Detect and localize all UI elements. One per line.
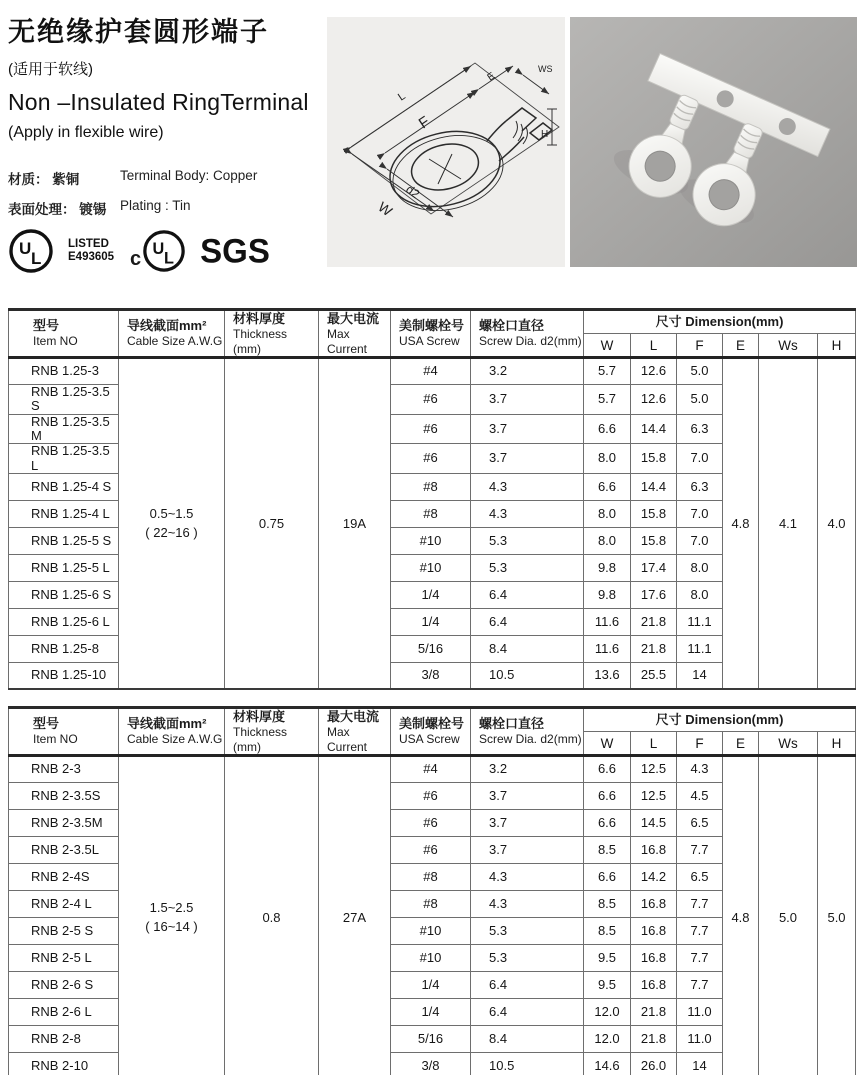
dim-label-w: W xyxy=(375,198,396,220)
dim-label-h: H xyxy=(541,129,549,140)
dim-l-cell: 25.5 xyxy=(631,662,677,689)
screw-dia-cell: 4.3 xyxy=(471,500,584,527)
dim-l-cell: 21.8 xyxy=(631,635,677,662)
item-no-cell: RNB 1.25-10 xyxy=(9,662,119,689)
usa-screw-cell: #8 xyxy=(391,864,471,891)
col-header-dim-ws: Ws xyxy=(759,334,818,358)
dim-l-cell: 12.5 xyxy=(631,756,677,783)
col-header-dim-l: L xyxy=(631,732,677,756)
dim-e-cell: 4.8 xyxy=(723,756,759,1075)
dim-f-cell: 11.1 xyxy=(677,635,723,662)
dim-f-cell: 7.7 xyxy=(677,891,723,918)
col-header-dim-h: H xyxy=(818,732,856,756)
dim-w-cell: 11.6 xyxy=(584,635,631,662)
dim-f-cell: 5.0 xyxy=(677,358,723,385)
item-no-cell: RNB 2-8 xyxy=(9,1026,119,1053)
screw-dia-cell: 10.5 xyxy=(471,662,584,689)
material-line xyxy=(8,168,323,188)
dim-l-cell: 16.8 xyxy=(631,837,677,864)
dim-w-cell: 12.0 xyxy=(584,999,631,1026)
usa-screw-cell: #10 xyxy=(391,945,471,972)
item-no-cell: RNB 1.25-5 S xyxy=(9,527,119,554)
dim-label-f: F xyxy=(415,113,433,133)
ul-logo-icon xyxy=(8,228,54,274)
ring-terminal-drawing xyxy=(327,17,565,267)
usa-screw-cell: #6 xyxy=(391,783,471,810)
page-subtitle-en: (Apply in flexible wire) xyxy=(8,124,164,141)
dim-f-cell: 8.0 xyxy=(677,581,723,608)
item-no-cell: RNB 1.25-3 xyxy=(9,358,119,385)
dim-l-cell: 12.6 xyxy=(631,385,677,415)
col-header-dim-f: F xyxy=(677,334,723,358)
table-row xyxy=(9,358,856,385)
usa-screw-cell: 3/8 xyxy=(391,1053,471,1075)
usa-screw-cell: 5/16 xyxy=(391,1026,471,1053)
dim-w-cell: 11.6 xyxy=(584,608,631,635)
screw-dia-cell: 3.7 xyxy=(471,385,584,415)
dim-f-cell: 5.0 xyxy=(677,385,723,415)
usa-screw-cell: #4 xyxy=(391,756,471,783)
usa-screw-cell: 1/4 xyxy=(391,608,471,635)
item-no-cell: RNB 2-10 xyxy=(9,1053,119,1075)
dim-e-cell: 4.8 xyxy=(723,358,759,690)
dim-l-cell: 21.8 xyxy=(631,1026,677,1053)
material-label-zh: 材质： 紫铜 xyxy=(8,172,80,187)
col-header-dim-e: E xyxy=(723,334,759,358)
dim-w-cell: 8.5 xyxy=(584,891,631,918)
cable-size-cell: 0.5~1.5 ( 22~16 ) xyxy=(119,358,225,690)
dim-l-cell: 16.8 xyxy=(631,891,677,918)
dim-f-cell: 11.0 xyxy=(677,999,723,1026)
usa-screw-cell: #4 xyxy=(391,358,471,385)
screw-dia-cell: 3.7 xyxy=(471,783,584,810)
dim-label-ws: WS xyxy=(538,64,553,74)
usa-screw-cell: 1/4 xyxy=(391,972,471,999)
dim-h-cell: 5.0 xyxy=(818,756,856,1075)
screw-dia-cell: 10.5 xyxy=(471,1053,584,1075)
dim-w-cell: 5.7 xyxy=(584,385,631,415)
dim-f-cell: 7.7 xyxy=(677,837,723,864)
item-no-cell: RNB 2-3 xyxy=(9,756,119,783)
svg-text:L: L xyxy=(164,249,175,268)
item-no-cell: RNB 1.25-5 L xyxy=(9,554,119,581)
col-header-usa-screw: 美制螺栓号 USA Screw xyxy=(391,310,471,358)
dim-w-cell: 8.5 xyxy=(584,837,631,864)
technical-drawing xyxy=(327,17,565,267)
screw-dia-cell: 6.4 xyxy=(471,608,584,635)
dim-w-cell: 12.0 xyxy=(584,1026,631,1053)
dim-w-cell: 8.0 xyxy=(584,444,631,474)
screw-dia-cell: 6.4 xyxy=(471,581,584,608)
sgs-logo: SGS xyxy=(200,231,270,270)
item-no-cell: RNB 1.25-6 S xyxy=(9,581,119,608)
thickness-cell: 0.8 xyxy=(225,756,319,1075)
dim-l-cell: 15.8 xyxy=(631,500,677,527)
dim-f-cell: 14 xyxy=(677,662,723,689)
col-header-cable-size: 导线截面mm² Cable Size A.W.G xyxy=(119,708,225,756)
dim-f-cell: 4.5 xyxy=(677,783,723,810)
item-no-cell: RNB 2-3.5S xyxy=(9,783,119,810)
material-specs xyxy=(8,168,323,218)
dim-w-cell: 13.6 xyxy=(584,662,631,689)
item-no-cell: RNB 1.25-3.5 M xyxy=(9,414,119,444)
usa-screw-cell: 3/8 xyxy=(391,662,471,689)
screw-dia-cell: 4.3 xyxy=(471,864,584,891)
svg-text:L: L xyxy=(31,249,42,268)
dim-l-cell: 12.5 xyxy=(631,783,677,810)
col-header-item: 型号 Item NO xyxy=(9,310,119,358)
item-no-cell: RNB 1.25-4 S xyxy=(9,473,119,500)
dim-l-cell: 14.4 xyxy=(631,473,677,500)
table-row xyxy=(9,756,856,783)
usa-screw-cell: #6 xyxy=(391,810,471,837)
spec-table-1 xyxy=(8,308,856,690)
dim-f-cell: 7.0 xyxy=(677,527,723,554)
item-no-cell: RNB 2-4 L xyxy=(9,891,119,918)
dim-ws-cell: 5.0 xyxy=(759,756,818,1075)
dim-label-e: E xyxy=(485,70,498,84)
dim-f-cell: 6.3 xyxy=(677,414,723,444)
spec-table-2-wrapper xyxy=(8,706,856,1075)
col-header-dimension: 尺寸 Dimension(mm) xyxy=(584,310,856,334)
col-header-dim-l: L xyxy=(631,334,677,358)
usa-screw-cell: 1/4 xyxy=(391,581,471,608)
screw-dia-cell: 5.3 xyxy=(471,527,584,554)
dim-label-l: L xyxy=(395,90,408,104)
screw-dia-cell: 3.7 xyxy=(471,444,584,474)
col-header-thickness: 材料厚度 Thickness (mm) xyxy=(225,310,319,358)
dim-w-cell: 6.6 xyxy=(584,756,631,783)
dim-f-cell: 14 xyxy=(677,1053,723,1075)
dim-f-cell: 7.7 xyxy=(677,972,723,999)
dim-l-cell: 16.8 xyxy=(631,972,677,999)
dim-w-cell: 9.5 xyxy=(584,945,631,972)
usa-screw-cell: #10 xyxy=(391,527,471,554)
ul-listed-text: LISTED E493605 xyxy=(68,237,115,263)
title-block xyxy=(8,10,323,228)
screw-dia-cell: 4.3 xyxy=(471,473,584,500)
col-header-thickness: 材料厚度 Thickness (mm) xyxy=(225,708,319,756)
dim-w-cell: 9.8 xyxy=(584,581,631,608)
usa-screw-cell: #8 xyxy=(391,500,471,527)
col-header-dim-h: H xyxy=(818,334,856,358)
col-header-dim-w: W xyxy=(584,334,631,358)
max-current-cell: 19A xyxy=(319,358,391,690)
item-no-cell: RNB 2-5 L xyxy=(9,945,119,972)
item-no-cell: RNB 2-6 L xyxy=(9,999,119,1026)
dim-l-cell: 15.8 xyxy=(631,444,677,474)
dim-w-cell: 6.6 xyxy=(584,414,631,444)
col-header-dim-w: W xyxy=(584,732,631,756)
ring-terminal-photo xyxy=(570,17,857,267)
col-header-max-current: 最大电流 Max Current xyxy=(319,708,391,756)
plating-label-zh: 表面处理： 镀锡 xyxy=(8,202,107,217)
spec-table-1-wrapper xyxy=(8,308,856,690)
plating-line xyxy=(8,198,323,218)
screw-dia-cell: 3.7 xyxy=(471,810,584,837)
dim-l-cell: 14.2 xyxy=(631,864,677,891)
dim-f-cell: 11.1 xyxy=(677,608,723,635)
usa-screw-cell: #6 xyxy=(391,444,471,474)
usa-screw-cell: #6 xyxy=(391,414,471,444)
dim-w-cell: 8.5 xyxy=(584,918,631,945)
svg-text:U: U xyxy=(152,239,165,258)
thickness-cell: 0.75 xyxy=(225,358,319,690)
dim-l-cell: 15.8 xyxy=(631,527,677,554)
dim-f-cell: 8.0 xyxy=(677,554,723,581)
screw-dia-cell: 5.3 xyxy=(471,918,584,945)
dim-l-cell: 16.8 xyxy=(631,945,677,972)
usa-screw-cell: #8 xyxy=(391,891,471,918)
screw-dia-cell: 5.3 xyxy=(471,554,584,581)
dim-w-cell: 9.5 xyxy=(584,972,631,999)
col-header-item: 型号 Item NO xyxy=(9,708,119,756)
usa-screw-cell: #10 xyxy=(391,918,471,945)
screw-dia-cell: 4.3 xyxy=(471,891,584,918)
item-no-cell: RNB 1.25-3.5 S xyxy=(9,385,119,415)
col-header-cable-size: 导线截面mm² Cable Size A.W.G xyxy=(119,310,225,358)
dim-f-cell: 6.3 xyxy=(677,473,723,500)
material-label-en: Terminal Body: Copper xyxy=(120,168,258,183)
col-header-dimension: 尺寸 Dimension(mm) xyxy=(584,708,856,732)
item-no-cell: RNB 2-4S xyxy=(9,864,119,891)
dim-ws-cell: 4.1 xyxy=(759,358,818,690)
page-title-zh: 无绝缘护套圆形端子 xyxy=(8,17,269,47)
col-header-dim-e: E xyxy=(723,732,759,756)
plating-label-en: Plating : Tin xyxy=(120,198,191,213)
dim-w-cell: 14.6 xyxy=(584,1053,631,1075)
usa-screw-cell: 5/16 xyxy=(391,635,471,662)
page-subtitle-zh: (适用于软线) xyxy=(8,61,93,78)
dim-l-cell: 14.4 xyxy=(631,414,677,444)
screw-dia-cell: 6.4 xyxy=(471,999,584,1026)
dim-w-cell: 6.6 xyxy=(584,473,631,500)
dim-w-cell: 6.6 xyxy=(584,783,631,810)
screw-dia-cell: 3.2 xyxy=(471,756,584,783)
dim-w-cell: 5.7 xyxy=(584,358,631,385)
col-header-screw-dia: 螺栓口直径 Screw Dia. d2(mm) xyxy=(471,708,584,756)
certification-logos xyxy=(8,226,323,276)
dim-l-cell: 21.8 xyxy=(631,608,677,635)
col-header-dim-ws: Ws xyxy=(759,732,818,756)
screw-dia-cell: 8.4 xyxy=(471,1026,584,1053)
page-title-en: Non –Insulated RingTerminal xyxy=(8,89,309,115)
col-header-max-current: 最大电流 Max Current xyxy=(319,310,391,358)
dim-l-cell: 17.6 xyxy=(631,581,677,608)
dim-w-cell: 9.8 xyxy=(584,554,631,581)
screw-dia-cell: 3.7 xyxy=(471,837,584,864)
item-no-cell: RNB 2-5 S xyxy=(9,918,119,945)
col-header-screw-dia: 螺栓口直径 Screw Dia. d2(mm) xyxy=(471,310,584,358)
spec-table-2 xyxy=(8,706,856,1075)
screw-dia-cell: 6.4 xyxy=(471,972,584,999)
screw-dia-cell: 8.4 xyxy=(471,635,584,662)
dim-w-cell: 6.6 xyxy=(584,810,631,837)
screw-dia-cell: 3.7 xyxy=(471,414,584,444)
dim-f-cell: 7.7 xyxy=(677,918,723,945)
item-no-cell: RNB 1.25-3.5 L xyxy=(9,444,119,474)
dim-l-cell: 21.8 xyxy=(631,999,677,1026)
usa-screw-cell: #6 xyxy=(391,385,471,415)
usa-screw-cell: 1/4 xyxy=(391,999,471,1026)
dim-f-cell: 4.3 xyxy=(677,756,723,783)
dim-f-cell: 6.5 xyxy=(677,864,723,891)
dim-f-cell: 7.0 xyxy=(677,444,723,474)
max-current-cell: 27A xyxy=(319,756,391,1075)
dim-f-cell: 7.7 xyxy=(677,945,723,972)
dim-l-cell: 12.6 xyxy=(631,358,677,385)
usa-screw-cell: #6 xyxy=(391,837,471,864)
col-header-dim-f: F xyxy=(677,732,723,756)
dim-w-cell: 8.0 xyxy=(584,500,631,527)
cul-logo-icon xyxy=(142,229,186,273)
col-header-usa-screw: 美制螺栓号 USA Screw xyxy=(391,708,471,756)
item-no-cell: RNB 1.25-8 xyxy=(9,635,119,662)
cable-size-cell: 1.5~2.5 ( 16~14 ) xyxy=(119,756,225,1075)
item-no-cell: RNB 2-6 S xyxy=(9,972,119,999)
dim-w-cell: 8.0 xyxy=(584,527,631,554)
dim-l-cell: 26.0 xyxy=(631,1053,677,1075)
usa-screw-cell: #8 xyxy=(391,473,471,500)
dim-l-cell: 14.5 xyxy=(631,810,677,837)
dim-l-cell: 16.8 xyxy=(631,918,677,945)
item-no-cell: RNB 1.25-4 L xyxy=(9,500,119,527)
cul-logo: c U L xyxy=(130,229,186,273)
dim-l-cell: 17.4 xyxy=(631,554,677,581)
dim-f-cell: 11.0 xyxy=(677,1026,723,1053)
dim-label-d2: d2 xyxy=(403,182,423,202)
dim-f-cell: 7.0 xyxy=(677,500,723,527)
usa-screw-cell: #10 xyxy=(391,554,471,581)
item-no-cell: RNB 1.25-6 L xyxy=(9,608,119,635)
screw-dia-cell: 5.3 xyxy=(471,945,584,972)
dim-h-cell: 4.0 xyxy=(818,358,856,690)
dim-f-cell: 6.5 xyxy=(677,810,723,837)
svg-text:U: U xyxy=(19,239,32,258)
dim-w-cell: 6.6 xyxy=(584,864,631,891)
item-no-cell: RNB 2-3.5M xyxy=(9,810,119,837)
product-photo xyxy=(570,17,857,267)
screw-dia-cell: 3.2 xyxy=(471,358,584,385)
item-no-cell: RNB 2-3.5L xyxy=(9,837,119,864)
